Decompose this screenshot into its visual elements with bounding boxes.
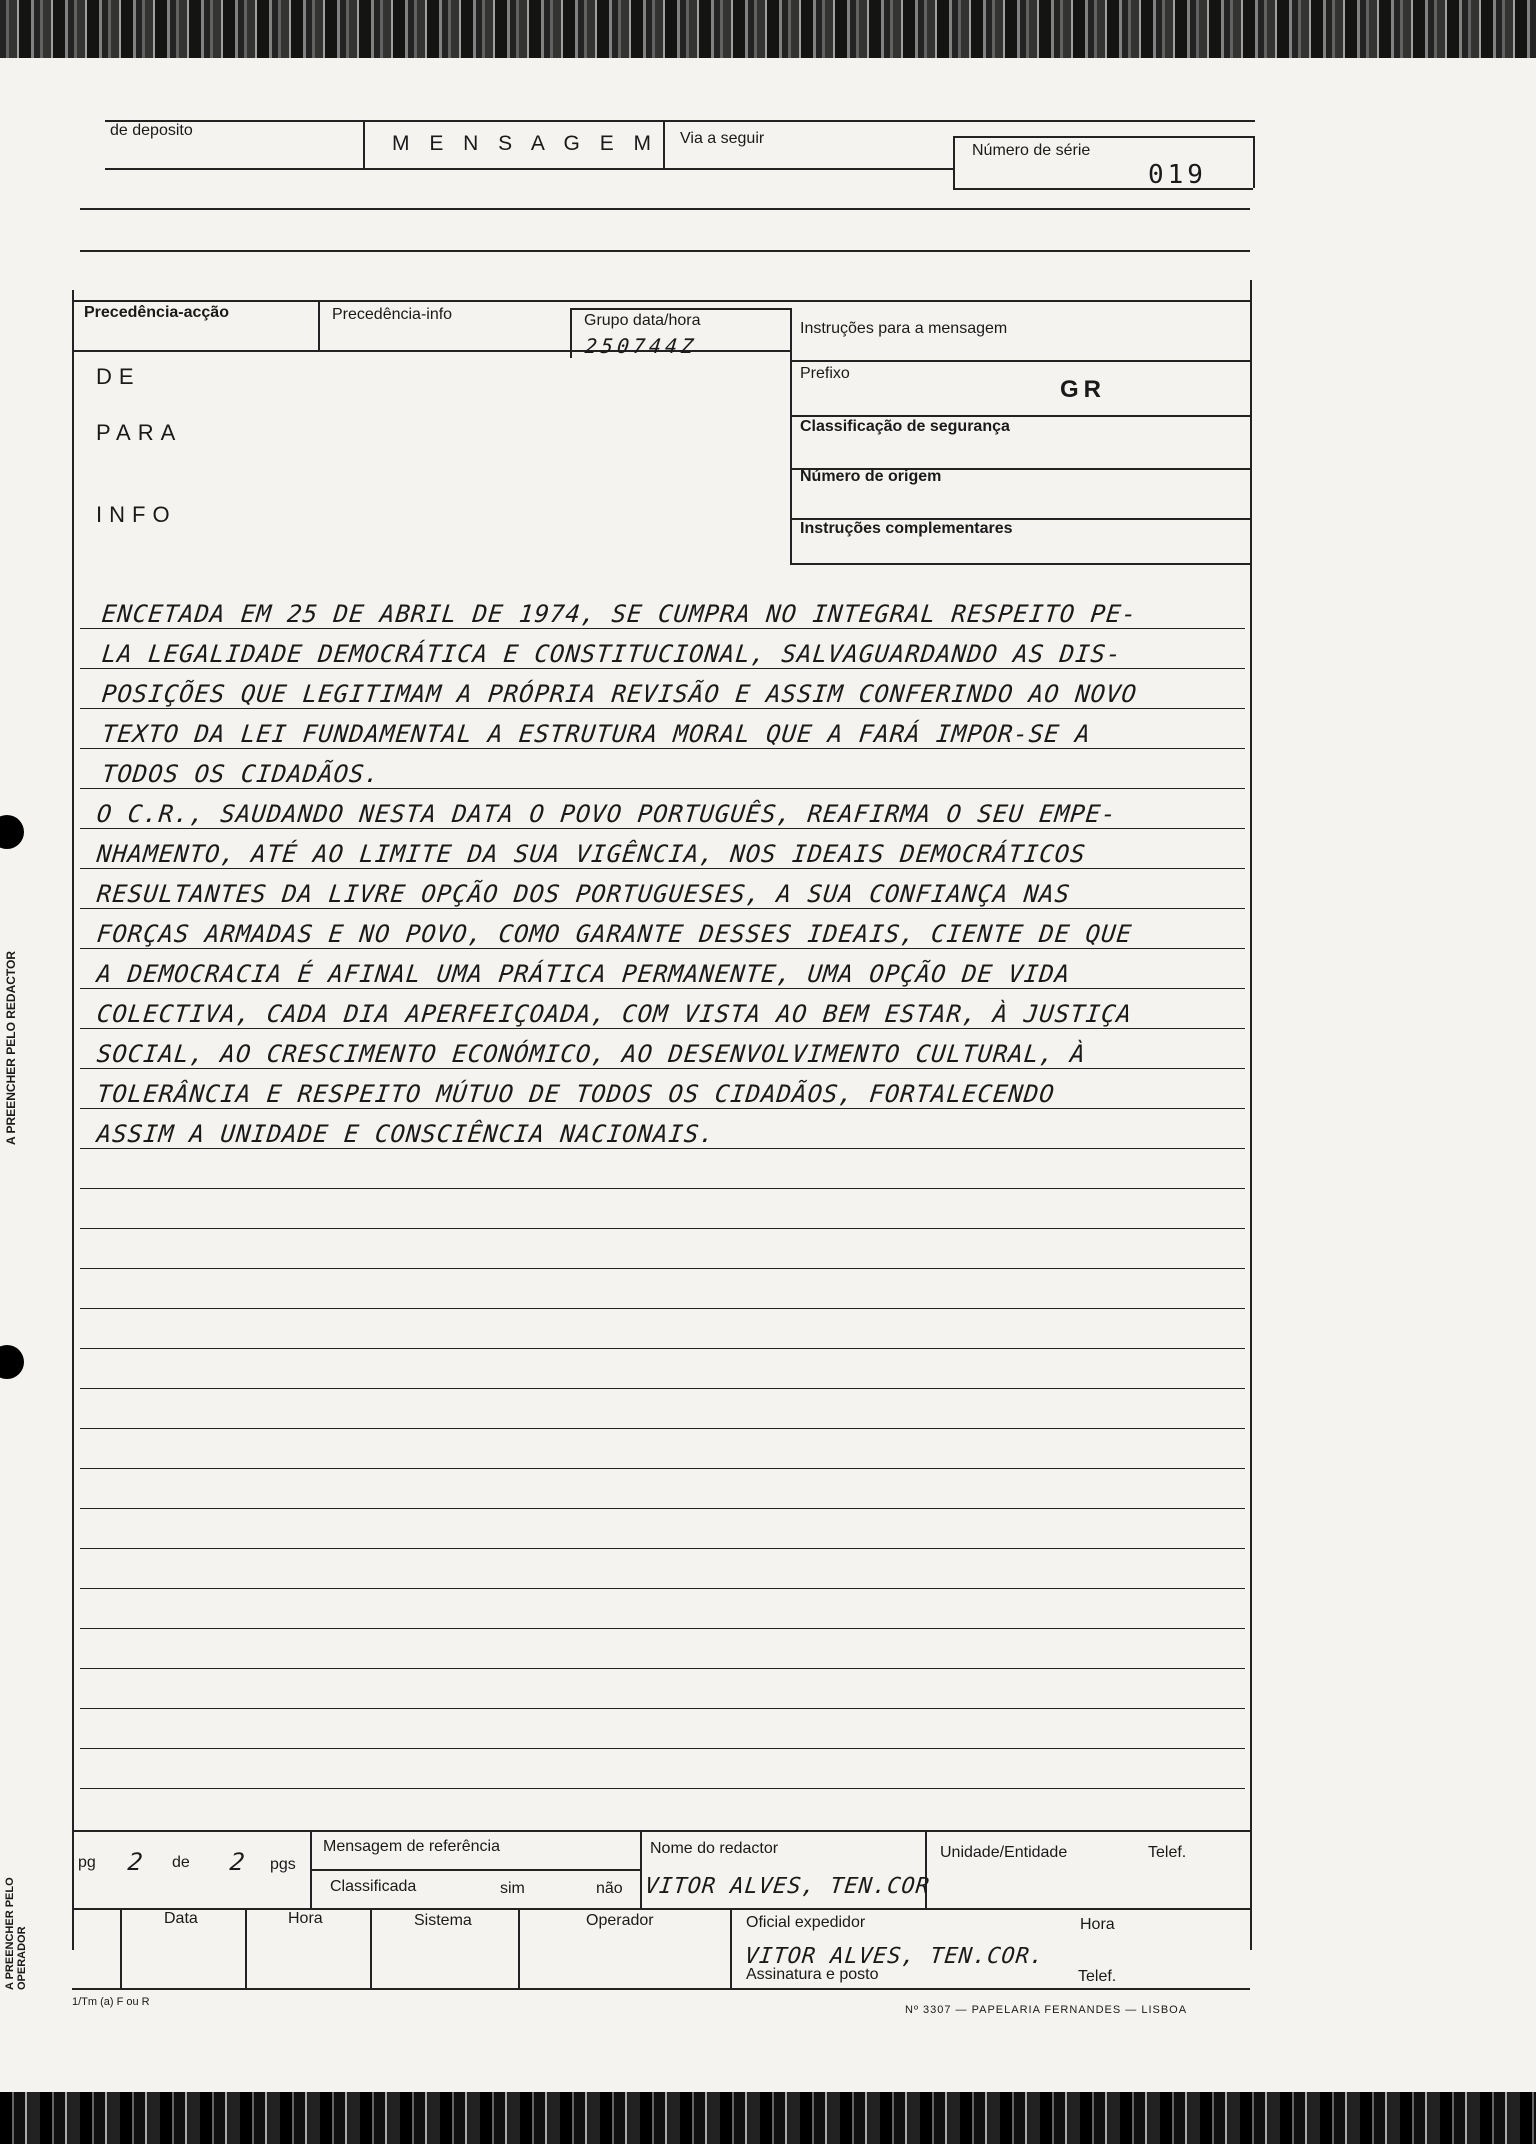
body-line: LA LEGALIDADE DEMOCRÁTICA E CONSTITUCIONAL, SALVAGUARDANDO AS DIS- [100,640,1124,668]
ruled-line [80,1428,1245,1429]
ruled-line [80,748,1245,749]
classificacao-label: Classificação de segurança [800,418,1010,435]
ruled-line [80,1108,1245,1109]
assinatura-posto-label: Assinatura e posto [746,1966,879,1983]
pgs-label: pgs [270,1856,296,1873]
nome-redactor-label: Nome do redactor [650,1840,779,1857]
margin-label-redactor: A PREENCHER PELO REDACTOR [4,950,18,1145]
body-line: RESULTANTES DA LIVRE OPÇÃO DOS PORTUGUESES, A SUA CONFIANÇA NAS [95,880,1072,908]
pg-value: 2 [126,1848,145,1876]
body-line: COLECTIVA, CADA DIA APERFEIÇOADA, COM VISTA AO BEM ESTAR, À JUSTIÇA [95,1000,1134,1028]
prefixo-value: GR [1060,376,1106,403]
body-line: SOCIAL, AO CRESCIMENTO ECONÓMICO, AO DESENVOLVIMENTO CULTURAL, À [95,1040,1088,1068]
body-line: TOLERÂNCIA E RESPEITO MÚTUO DE TODOS OS CIDADÃOS, FORTALECENDO [95,1080,1057,1108]
ruled-line [80,1468,1245,1469]
operador-label: Operador [586,1912,654,1929]
ruled-line [80,908,1245,909]
ruled-line [80,828,1245,829]
ruled-line [80,1588,1245,1589]
via-seguir-label: Via a seguir [680,130,765,147]
telef-expedidor-label: Telef. [1078,1968,1117,1985]
de-label: DE [96,364,141,389]
ruled-line [80,668,1245,669]
de-pages-label: de [172,1854,190,1871]
hora-label: Hora [288,1910,323,1927]
precedencia-accao-label: Precedência-acção [84,304,229,321]
precedencia-info-label: Precedência-info [332,306,453,323]
ruled-line [80,628,1245,629]
deposito-label: de deposito [110,122,193,139]
body-line: FORÇAS ARMADAS E NO POVO, COMO GARANTE DESSES IDEAIS, CIENTE DE QUE [95,920,1134,948]
ruled-line [80,1708,1245,1709]
ruled-line [80,1628,1245,1629]
print-code: Nº 3307 — PAPELARIA FERNANDES — LISBOA [905,2004,1188,2016]
ruled-line [80,1508,1245,1509]
pg-label: pg [78,1854,96,1871]
sistema-label: Sistema [414,1912,472,1929]
body-line: ASSIM A UNIDADE E CONSCIÊNCIA NACIONAIS. [95,1120,717,1148]
ruled-line [80,708,1245,709]
margin-label-operador: A PREENCHER PELO OPERADOR [4,1877,28,1990]
ruled-line [80,1268,1245,1269]
ruled-line [80,1668,1245,1669]
ruled-line [80,1748,1245,1749]
body-line: POSIÇÕES QUE LEGITIMAM A PRÓPRIA REVISÃO E ASSIM CONFERINDO AO NOVO [100,680,1139,708]
prefixo-label: Prefixo [800,365,850,382]
body-line: TEXTO DA LEI FUNDAMENTAL A ESTRUTURA MORAL QUE A FARÁ IMPOR-SE A [100,720,1093,748]
body-line: NHAMENTO, ATÉ AO LIMITE DA SUA VIGÊNCIA, NOS IDEAIS DEMOCRÁTICOS [95,840,1088,868]
numero-serie-value: 019 [1148,160,1207,190]
grupo-data-hora-label: Grupo data/hora [584,312,701,329]
ruled-line [80,1188,1245,1189]
form-code: 1/Tm (a) F ou R [72,1996,150,2008]
ruled-line [80,1028,1245,1029]
nao-label: não [596,1880,623,1897]
numero-serie-label: Número de série [972,142,1091,159]
ruled-line [80,1788,1245,1789]
ruled-line [80,1388,1245,1389]
unidade-entidade-label: Unidade/Entidade [940,1844,1068,1861]
ruled-line [80,1348,1245,1349]
ruled-line [80,1548,1245,1549]
oficial-expedidor-label: Oficial expedidor [746,1914,866,1931]
scan-edge-bottom [0,2092,1536,2144]
mensagem-referencia-label: Mensagem de referência [323,1838,500,1855]
instrucoes-mensagem-label: Instruções para a mensagem [800,320,1008,337]
numero-origem-label: Número de origem [800,468,942,485]
body-line: O C.R., SAUDANDO NESTA DATA O POVO PORTUGUÊS, REAFIRMA O SEU EMPE- [95,800,1119,828]
data-label: Data [164,1910,198,1927]
grupo-data-hora-value: 250744Z [583,334,699,358]
instrucoes-complementares-label: Instruções complementares [800,520,1013,537]
para-label: PARA [96,420,183,445]
body-line: ENCETADA EM 25 DE ABRIL DE 1974, SE CUMPRA NO INTEGRAL RESPEITO PE- [100,600,1139,628]
pgs-value: 2 [228,1848,247,1876]
sim-label: sim [500,1880,525,1897]
punch-hole-bottom [0,1345,24,1379]
ruled-line [80,1228,1245,1229]
classificada-label: Classificada [330,1878,417,1895]
body-line: A DEMOCRACIA É AFINAL UMA PRÁTICA PERMANENTE, UMA OPÇÃO DE VIDA [95,960,1072,988]
ruled-line [80,988,1245,989]
hora-expedidor-label: Hora [1080,1916,1115,1933]
ruled-line [80,868,1245,869]
nome-redactor-value: VITOR ALVES, TEN.COR [643,1874,932,1899]
telef-label: Telef. [1148,1844,1187,1861]
scan-edge-top [0,0,1536,58]
body-line: TODOS OS CIDADÃOS. [100,760,382,788]
ruled-line [80,948,1245,949]
ruled-line [80,788,1245,789]
oficial-expedidor-value: VITOR ALVES, TEN.COR. [743,1944,1046,1969]
info-label: INFO [96,502,177,527]
mensagem-title: M E N S A G E M [392,132,659,155]
ruled-line [80,1068,1245,1069]
ruled-line [80,1308,1245,1309]
ruled-line [80,1148,1245,1149]
punch-hole-top [0,815,24,849]
